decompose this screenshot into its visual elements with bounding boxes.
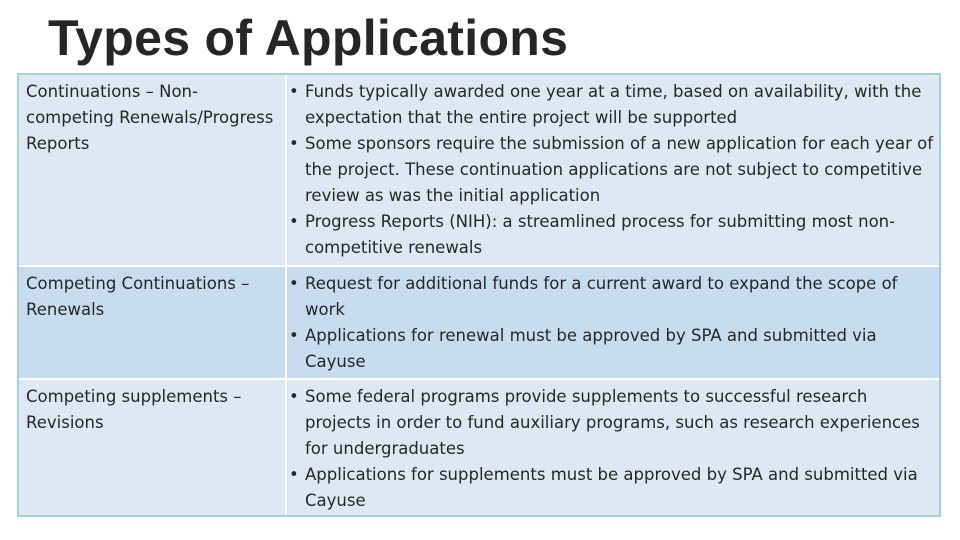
description-bullet: • Request for additional funds for a current award to expand the scope of work (287, 271, 937, 323)
description-bullet: • Some federal programs provide supplements to successful research projects in order to fund auxiliary programs, such as research experiences for undergraduates (287, 384, 937, 462)
description-bullet: • Progress Reports (NIH): a streamlined process for submitting most non-competitive renewals (287, 209, 937, 261)
description-cell (287, 271, 937, 375)
description-bullet: • Some sponsors require the submission of a new application for each year of the project. These continuation applications are not subject to competitive review as was the initial application (287, 131, 937, 209)
application-type-cell: Continuations – Non-competing Renewals/Progress Reports (26, 82, 274, 153)
table-row (19, 380, 939, 515)
application-type-cell: Competing supplements – Revisions (26, 387, 242, 432)
description-cell (287, 79, 937, 261)
column-divider (285, 75, 287, 515)
application-type-cell: Competing Continuations – Renewals (26, 274, 250, 319)
table-row (19, 75, 939, 267)
description-cell (287, 384, 937, 514)
description-bullet: • Applications for renewal must be approved by SPA and submitted via Cayuse (287, 323, 937, 375)
slide-title: Types of Applications (48, 10, 569, 66)
table-row (19, 267, 939, 380)
description-bullet: • Applications for supplements must be approved by SPA and submitted via Cayuse (287, 462, 937, 514)
description-bullet: • Funds typically awarded one year at a time, based on availability, with the expectation that the entire project will be supported (287, 79, 937, 131)
application-types-table (17, 73, 941, 517)
